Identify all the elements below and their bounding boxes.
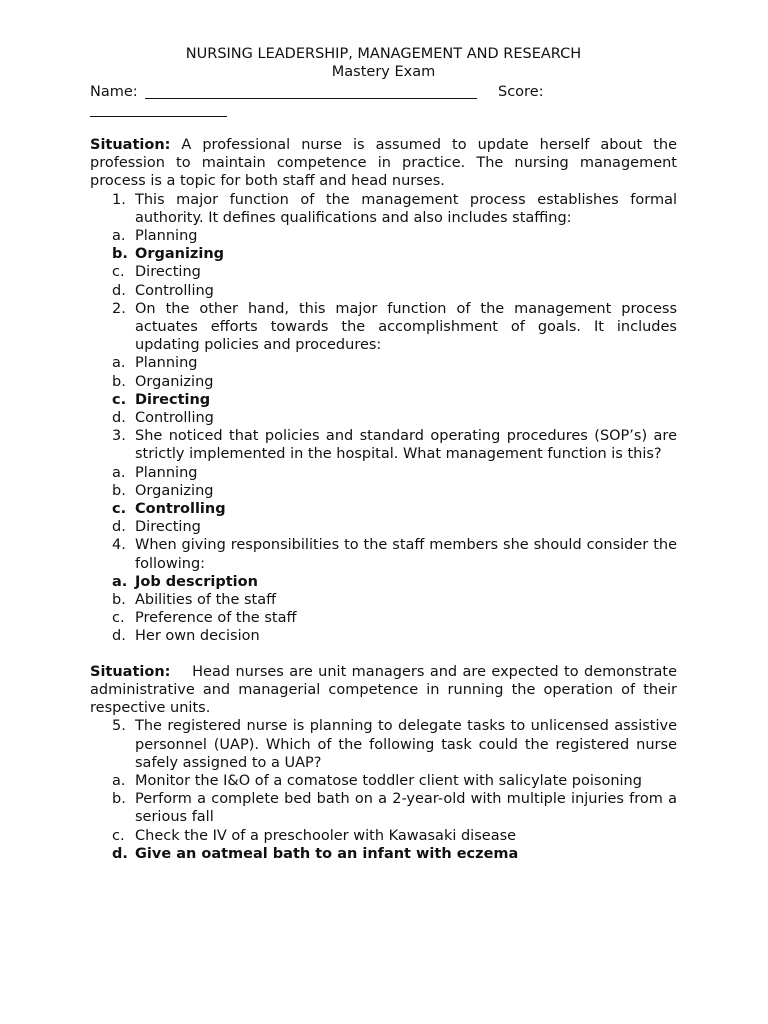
choice-text: Organizing (135, 373, 214, 390)
choice-item (90, 627, 677, 645)
choice-letter: b. (112, 791, 126, 808)
name-blank-line (145, 98, 477, 99)
choice-list (90, 464, 677, 537)
score-blank-line (90, 116, 227, 117)
choice-text: Planning (135, 355, 198, 372)
choice-item (90, 409, 677, 427)
choice-item-answer (90, 391, 677, 409)
choice-item (90, 790, 677, 826)
exam-title: NURSING LEADERSHIP, MANAGEMENT AND RESEARCH (185, 46, 582, 62)
question-text: On the other hand, this major function of the management process actuates efforts towards the accomplishment of goals. It includes updating policies and procedures: (135, 300, 677, 354)
choice-text: Directing (135, 519, 201, 536)
choice-letter: c. (112, 501, 127, 518)
question-5 (90, 717, 677, 772)
choice-item (90, 282, 677, 300)
choice-item (90, 591, 677, 609)
name-label: Name: (90, 84, 138, 100)
choice-letter: d. (112, 845, 128, 862)
question-2 (90, 300, 677, 355)
question-number: 4. (112, 537, 126, 554)
question-list-1 (90, 191, 677, 646)
choice-letter: c. (112, 610, 125, 627)
choice-text: Organizing (135, 482, 214, 499)
choice-letter: a. (112, 355, 126, 372)
exam-subtitle: Mastery Exam (331, 64, 436, 80)
choice-item-answer (90, 845, 677, 863)
situation-text: Head nurses are unit managers and are expected to demonstrate administrative and managerial competence in running the operation of their respective units. (90, 663, 682, 717)
choice-letter: a. (112, 573, 128, 590)
choice-text: Planning (135, 464, 198, 481)
question-text: This major function of the management process establishes formal authority. It defines qualifications and also includes staffing: (135, 191, 677, 226)
question-number: 1. (112, 191, 126, 208)
choice-letter: b. (112, 246, 128, 263)
choice-letter: a. (112, 772, 126, 789)
question-text: She noticed that policies and standard operating procedures (SOP’s) are strictly implemented in the hospital. What management function is this? (135, 428, 677, 463)
choice-list (90, 354, 677, 427)
choice-letter: c. (112, 391, 127, 408)
question-number: 5. (112, 718, 126, 735)
choice-item (90, 609, 677, 627)
situation-1 (90, 136, 677, 191)
choice-list (90, 772, 677, 863)
name-score-line (90, 83, 677, 119)
choice-item-answer (90, 500, 677, 518)
question-list-2 (90, 717, 677, 863)
choice-text: Directing (135, 264, 201, 281)
choice-letter: b. (112, 373, 126, 390)
situation-label: Situation: (90, 137, 171, 153)
choice-list (90, 227, 677, 300)
choice-letter: d. (112, 628, 126, 645)
choice-letter: a. (112, 464, 126, 481)
choice-text: Monitor the I&O of a comatose toddler client with salicylate poisoning (135, 772, 642, 789)
choice-letter: d. (112, 519, 126, 536)
choice-text: Organizing (135, 246, 225, 263)
choice-text: Abilities of the staff (135, 592, 277, 609)
choice-letter: d. (112, 410, 126, 427)
choice-text: Perform a complete bed bath on a 2-year-old with multiple injuries from a serious fall (135, 791, 677, 826)
situation-label: Situation: (90, 663, 171, 680)
score-label: Score: (498, 84, 544, 100)
choice-item (90, 464, 677, 482)
choice-item (90, 263, 677, 281)
choice-item (90, 772, 677, 790)
choice-item (90, 827, 677, 845)
choice-letter: c. (112, 264, 125, 281)
question-number: 2. (112, 300, 126, 317)
question-4 (90, 536, 677, 572)
question-text: When giving responsibilities to the staff members she should consider the following: (135, 537, 677, 572)
choice-text: Controlling (135, 410, 214, 427)
choice-letter: c. (112, 827, 125, 844)
choice-text: Directing (135, 391, 211, 408)
choice-text: Check the IV of a preschooler with Kawasaki disease (135, 827, 517, 844)
choice-letter: a. (112, 228, 126, 245)
situation-text: A professional nurse is assumed to update herself about the profession to maintain competence in practice. The nursing management process is a topic for both staff and head nurses. (90, 137, 677, 190)
question-number: 3. (112, 428, 126, 445)
choice-item (90, 373, 677, 391)
choice-item-answer (90, 573, 677, 591)
choice-list (90, 573, 677, 646)
choice-letter: d. (112, 282, 126, 299)
choice-item (90, 227, 677, 245)
choice-item (90, 354, 677, 372)
choice-text: Controlling (135, 501, 226, 518)
question-1 (90, 191, 677, 227)
question-text: The registered nurse is planning to delegate tasks to unlicensed assistive personnel (UAP). Which of the following task could the registered nurse safely assigned to a UAP? (135, 718, 677, 771)
choice-text: Her own decision (135, 628, 260, 645)
choice-letter: b. (112, 482, 126, 499)
choice-item (90, 482, 677, 500)
choice-text: Give an oatmeal bath to an infant with eczema (135, 845, 519, 862)
choice-text: Job description (135, 573, 258, 590)
exam-page (90, 45, 682, 863)
choice-letter: b. (112, 592, 126, 609)
choice-item (90, 518, 677, 536)
question-3 (90, 427, 677, 463)
choice-text: Controlling (135, 282, 214, 299)
choice-item-answer (90, 245, 677, 263)
choice-text: Planning (135, 228, 198, 245)
choice-text: Preference of the staff (135, 610, 297, 627)
situation-2 (90, 663, 682, 718)
